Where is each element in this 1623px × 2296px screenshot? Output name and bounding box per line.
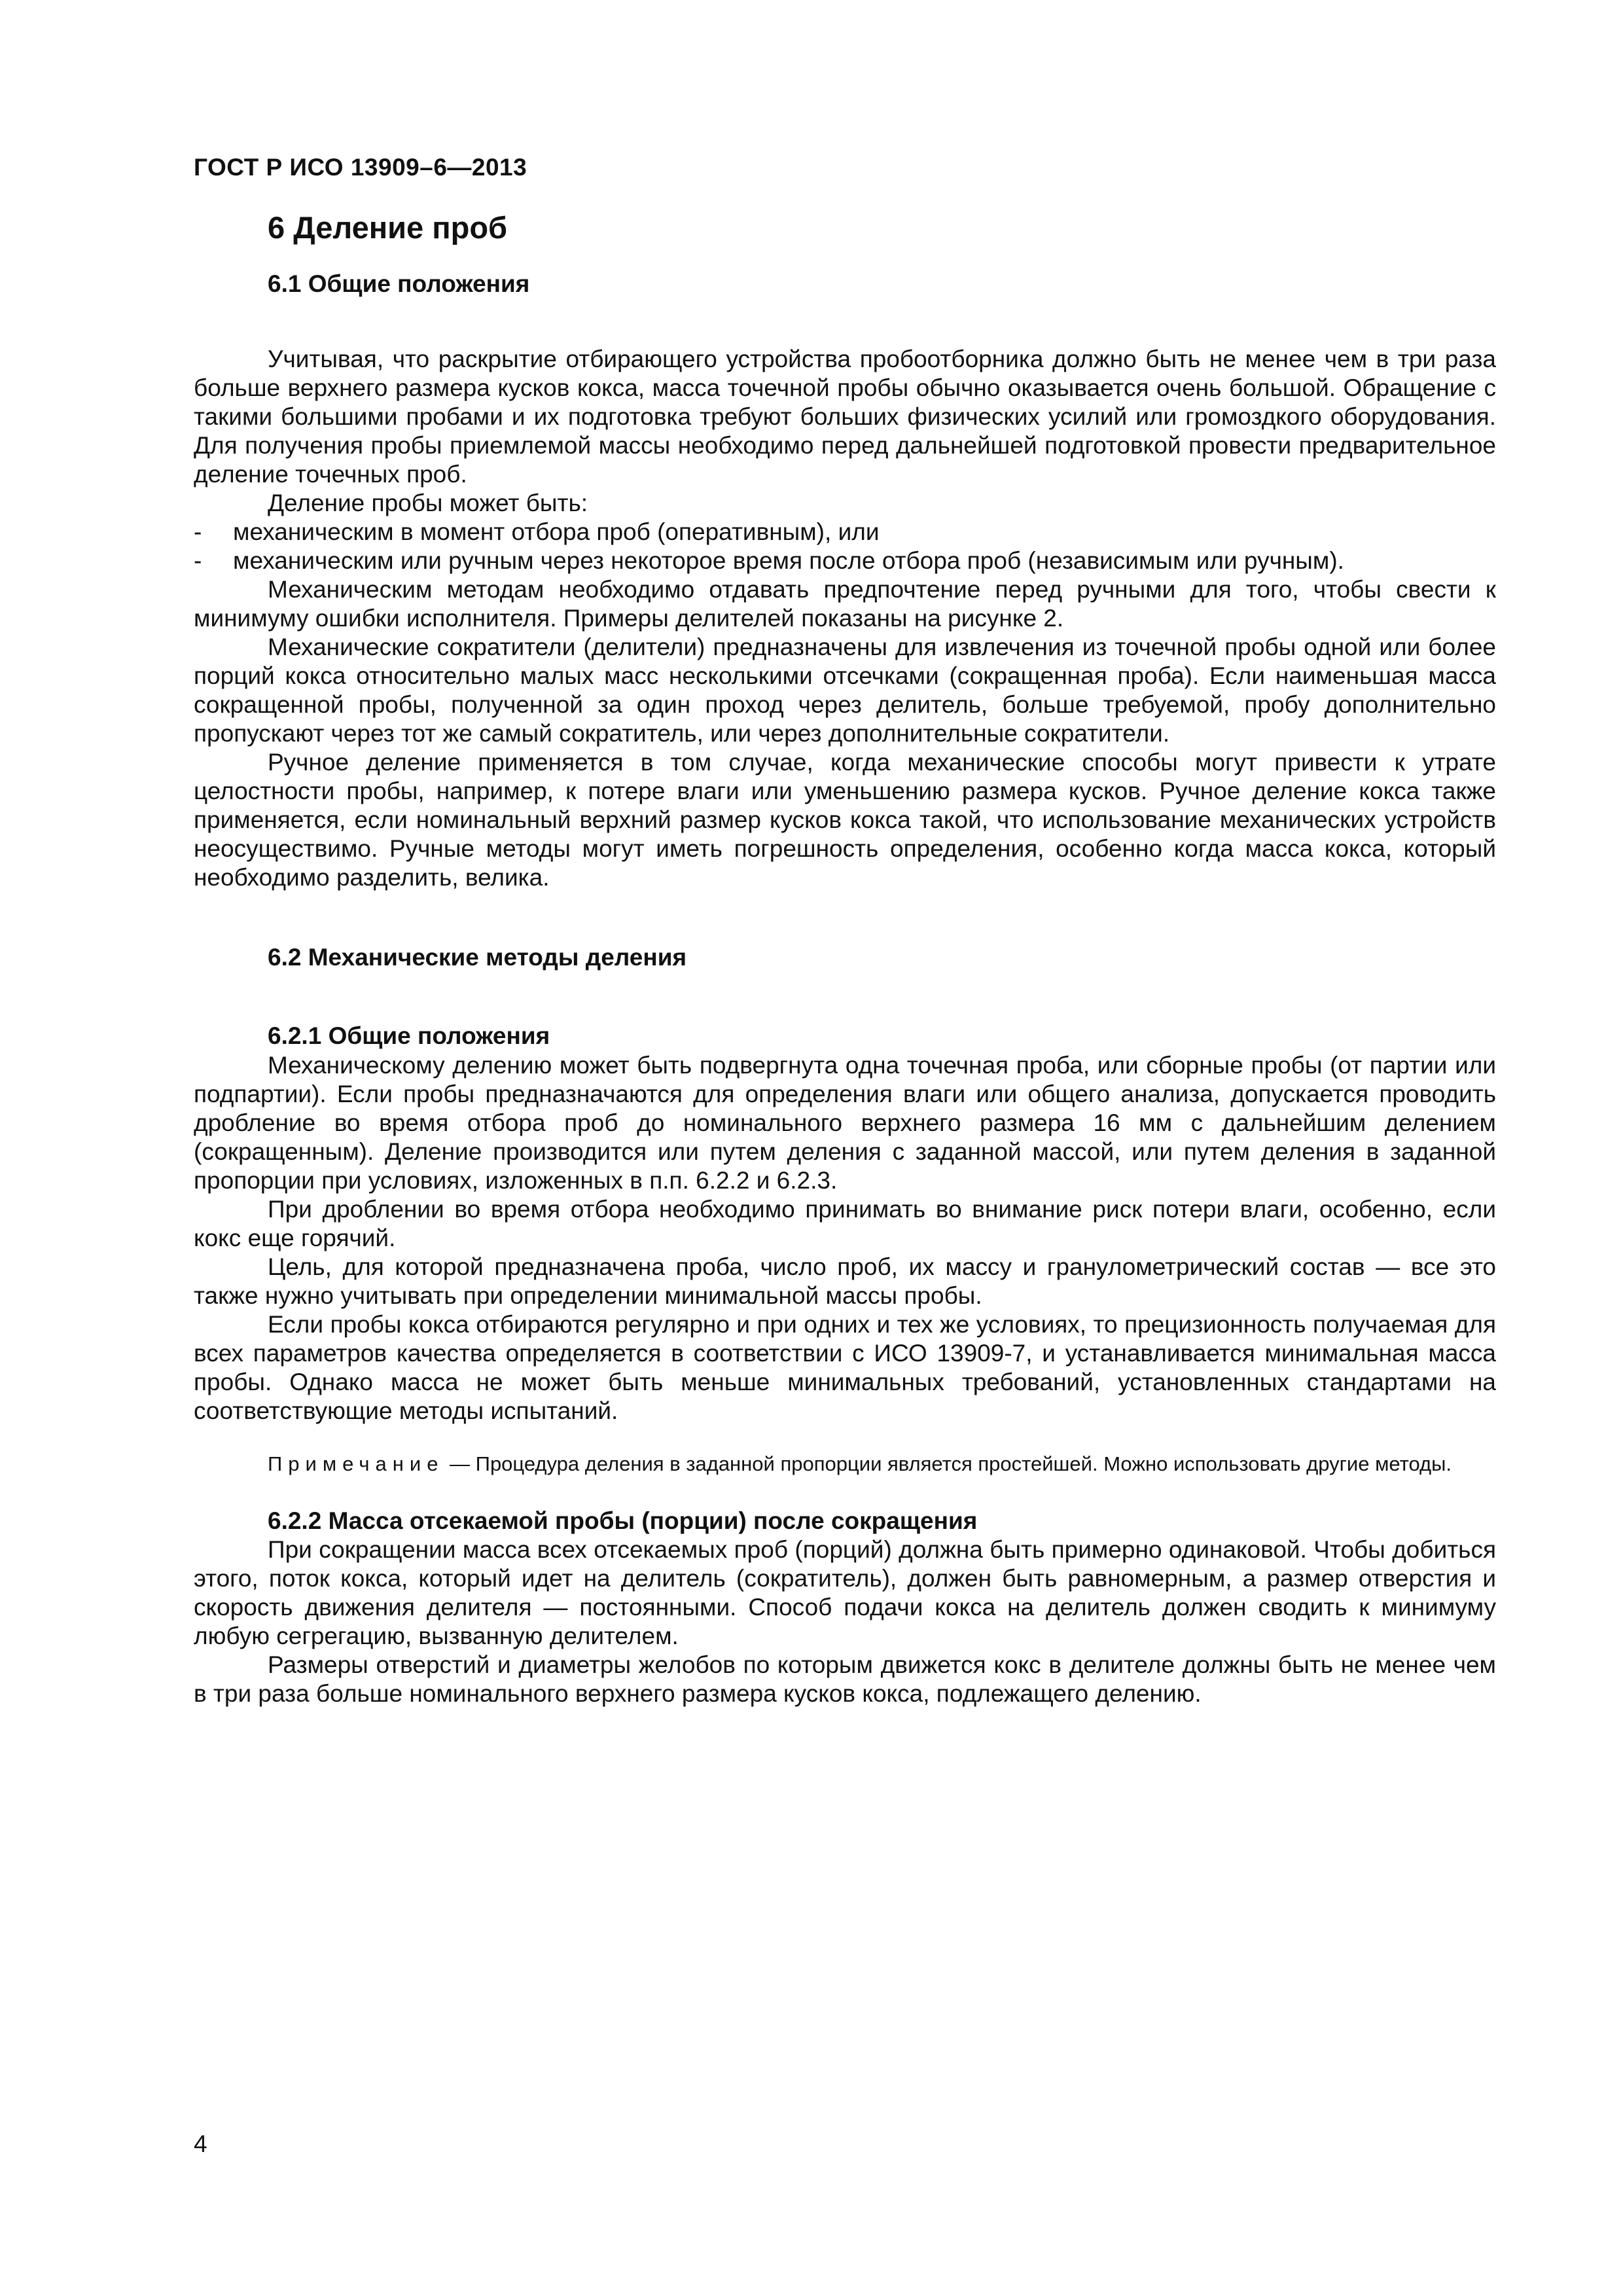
subsection-6-2-2-title: 6.2.2 Масса отсекаемой пробы (порции) после сокращения [268,1507,978,1534]
subsection-6-2-title: 6.2 Механические методы деления [268,943,687,971]
paragraph: Механическим методам необходимо отдавать предпочтение перед ручными для того, чтобы свести к минимуму ошибки исполнителя. Примеры делителей показаны на рисунке 2. [194,575,1496,632]
paragraph: При дроблении во время отбора необходимо принимать во внимание риск потери влаги, особенно, если кокс еще горячий. [194,1195,1496,1251]
list-item-text: механическим в момент отбора проб (оперативным), или [233,518,880,545]
subsection-6-2-1-title: 6.2.1 Общие положения [268,1022,550,1050]
paragraph: Механические сократители (делители) предназначены для извлечения из точечной пробы одной или более порций кокса относительно малых масс несколькими отсечками (сокращенная проба). Если наименьшая масса сокращенной пробы, полученной за один проход через делитель, больше требуемой, пробу дополнительно пропускают через тот же самый сократитель, или через дополнительные сократители. [194,633,1496,747]
paragraph: Механическому делению может быть подвергнута одна точечная проба, или сборные пробы (от партии или подпартии). Если пробы предназначаются для определения влаги или общего анализа, допускается проводить дробление во время отбора проб до номинального верхнего размера 16 мм с дальнейшим делением (сокращенным). Деление производится или путем деления с заданной массой, или путем деления в заданной пропорции при условиях, изложенных в п.п. 6.2.2 и 6.2.3. [194,1051,1496,1194]
note-text: — Процедура деления в заданной пропорции является простейшей. Можно использовать другие методы. [444,1452,1452,1475]
paragraph: Деление пробы может быть: [268,489,588,516]
paragraph: Ручное деление применяется в том случае, когда механические способы могут привести к утрате целостности пробы, например, к потере влаги или уменьшению размера кусков. Ручное деление кокса также применяется, если номинальный верхний размер кусков кокса такой, что использование механических устройств неосуществимо. Ручные методы могут иметь погрешность определения, особенно когда масса кокса, который необходимо разделить, велика. [194,748,1496,891]
note-label: Примечание [268,1452,444,1475]
page-content [194,209,1496,1708]
note [194,1450,1496,1478]
page-number: 4 [194,2130,207,2157]
section-title: 6 Деление проб [268,210,508,245]
paragraph: При сокращении масса всех отсекаемых проб (порций) должна быть примерно одинаковой. Чтобы добиться этого, поток кокса, который идет на делитель (сократитель), должен быть равномерным, а размер отверстия и скорость движения делителя — постоянными. Способ подачи кокса на делитель должен сводить к минимуму любую сегрегацию, вызванную делителем. [194,1535,1496,1649]
list-dash: - [194,518,202,545]
list-item [194,547,1496,575]
paragraph: Размеры отверстий и диаметры желобов по которым движется кокс в делителе должны быть не менее чем в три раза больше номинального верхнего размера кусков кокса, подлежащего делению. [194,1651,1496,1707]
paragraph: Цель, для которой предназначена проба, число проб, их массу и гранулометрический состав — все это также нужно учитывать при определении минимальной массы пробы. [194,1253,1496,1309]
paragraph: Учитывая, что раскрытие отбирающего устройства пробоотборника должно быть не менее чем в три раза больше верхнего размера кусков кокса, масса точечной пробы обычно оказывается очень большой. Обращение с такими большими пробами и их подготовка требуют больших физических усилий или громоздкого оборудования. Для получения пробы приемлемой массы необходимо перед дальнейшей подготовкой провести предварительное деление точечных проб. [194,345,1496,488]
subsection-6-1-title: 6.1 Общие положения [268,270,530,298]
paragraph: Если пробы кокса отбираются регулярно и при одних и тех же условиях, то прецизионность получаемая для всех параметров качества определяется в соответствии с ИСО 13909-7, и устанавливается минимальная масса пробы. Однако масса не может быть меньше минимальных требований, установленных стандартами на соответствующие методы испытаний. [194,1310,1496,1424]
list-item-text: механическим или ручным через некоторое время после отбора проб (независимым или ручным). [233,547,1344,574]
list-item [194,518,1496,547]
list-dash: - [194,547,202,574]
document-code-header: ГОСТ Р ИСО 13909–6—2013 [194,154,527,181]
